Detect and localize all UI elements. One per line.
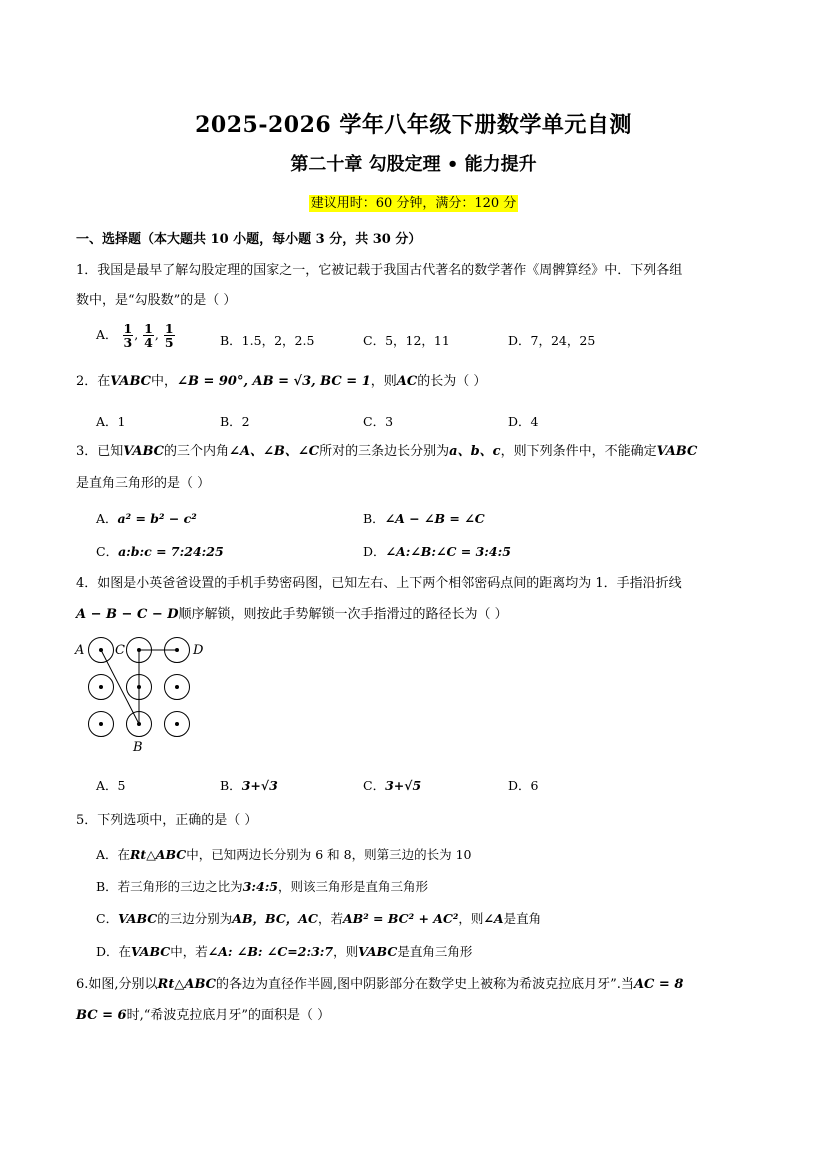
- lock-dot: [99, 722, 103, 726]
- gesture-lock-figure: [70, 630, 220, 758]
- lock-dot: [137, 722, 141, 726]
- q2-option-b: B．2: [220, 414, 250, 429]
- text: 中，若: [170, 944, 208, 959]
- text: B．若三角形的三边之比为: [96, 879, 243, 894]
- time-note-text: 建议用时：60 分钟，满分：120 分: [310, 196, 517, 211]
- label: B．: [220, 778, 242, 793]
- lock-dot: [99, 648, 103, 652]
- text: 中，: [151, 374, 178, 389]
- math: ∠A: [483, 911, 504, 926]
- text: ，则: [458, 911, 484, 926]
- point-d-label: D: [193, 643, 204, 658]
- q1-option-a-label: A．: [96, 327, 118, 342]
- math: VABC: [656, 444, 698, 459]
- q3-line1: [76, 442, 697, 462]
- q2-option-c: C．3: [363, 414, 394, 429]
- q5-option-c: [96, 909, 541, 927]
- fraction: [143, 322, 154, 349]
- q5-option-b: [96, 877, 428, 895]
- text: ，则: [370, 374, 397, 389]
- math: AB² = BC² + AC²: [342, 911, 459, 926]
- lock-dot: [175, 648, 179, 652]
- denominator: 3: [123, 335, 133, 350]
- text: 中，已知两边长分别为 6 和 8，则第三边的长为 10: [186, 847, 472, 862]
- text: 的长为（ ）: [417, 374, 487, 389]
- math: VABC: [123, 444, 165, 459]
- math: a:b:c = 7:24:25: [118, 544, 224, 559]
- q3-option-d: [363, 542, 511, 560]
- fraction: [164, 322, 175, 349]
- text: 3．已知: [76, 444, 124, 459]
- text: ，则: [333, 944, 359, 959]
- q6-line2: [76, 1006, 330, 1026]
- math: Rt△ABC: [157, 977, 217, 992]
- math: ∠A: ∠B: ∠C=2:3:7: [207, 944, 334, 959]
- q2-stem: [76, 372, 486, 392]
- q4-line1: 4．如图是小英爸爸设置的手机手势密码图，已知左右、上下两个相邻密码点间的距离均为 1．手指沿折线: [76, 576, 682, 591]
- label: D．: [363, 544, 386, 559]
- label: C．: [363, 778, 386, 793]
- text: 2．在: [76, 374, 111, 389]
- math: ∠A − ∠B = ∠C: [384, 511, 485, 526]
- lock-dot: [99, 685, 103, 689]
- label: A．: [96, 511, 118, 526]
- q1-option-d: D．7，24，25: [508, 333, 596, 348]
- math: a² = b² − c²: [117, 511, 197, 526]
- math: AB，BC，AC: [232, 911, 318, 926]
- lock-dot: [175, 722, 179, 726]
- math: BC = 6: [76, 1008, 127, 1023]
- lock-dot: [175, 685, 179, 689]
- q5-option-a: [96, 845, 471, 863]
- point-a-label: A: [75, 643, 85, 658]
- text: ，若: [317, 911, 343, 926]
- math: VABC: [110, 374, 152, 389]
- q3-line2: 是直角三角形的是（ ）: [76, 476, 211, 491]
- lock-dot: [137, 685, 141, 689]
- q1-option-b: B．1.5，2，2.5: [220, 333, 315, 348]
- text: 是直角: [503, 911, 542, 926]
- q1-line1: 1．我国是最早了解勾股定理的国家之一，它被记载于我国古代著名的数学著作《周髀算经》中．下列各组: [76, 263, 683, 278]
- text: 是直角三角形: [397, 944, 473, 959]
- text: ，则该三角形是直角三角形: [278, 879, 429, 894]
- math: VABC: [358, 944, 398, 959]
- q3-option-c: [96, 542, 224, 560]
- q3-option-a: [96, 509, 197, 527]
- math: ∠A:∠B:∠C = 3:4:5: [385, 544, 511, 559]
- time-note: [0, 192, 827, 211]
- q1-line2: 数中，是“勾股数”的是（ ）: [76, 293, 237, 308]
- text: A．在: [96, 847, 131, 862]
- math: Rt△ABC: [130, 847, 187, 862]
- q4-option-d: D．6: [508, 778, 539, 793]
- math: A − B − C − D: [76, 607, 179, 622]
- math: ∠B = 90°, AB = √3, BC = 1: [177, 374, 371, 389]
- section-heading: 一、选择题（本大题共 10 小题，每小题 3 分，共 30 分）: [76, 232, 422, 247]
- q2-option-d: D．4: [508, 414, 539, 429]
- q4-line2: [76, 605, 508, 625]
- label: B．: [363, 511, 385, 526]
- text: ，则下列条件中，不能确定: [500, 444, 657, 459]
- denominator: 4: [144, 335, 153, 350]
- q2-option-a: A．1: [96, 414, 126, 429]
- page-title: 2025-2026 学年八年级下册数学单元自测: [195, 112, 632, 138]
- q1-option-a: A． $\frac{1}{3}$ , $\frac{1}{4}$ , $\frac{1}{5}$: [96, 321, 174, 350]
- q5-stem: 5．下列选项中，正确的是（ ）: [76, 813, 258, 828]
- q6-line1: [76, 975, 683, 995]
- q4-option-c: [363, 776, 421, 794]
- math: a、b、c: [449, 444, 501, 459]
- q4-option-a: A．5: [96, 778, 126, 793]
- q5-option-d: [96, 942, 472, 960]
- point-c-label: C: [115, 643, 125, 658]
- text: 6.如图,分别以: [76, 977, 158, 992]
- denominator: 5: [164, 335, 174, 350]
- math: 3+√5: [385, 778, 422, 793]
- text: 的三边分别为: [157, 911, 233, 926]
- math: VABC: [131, 944, 171, 959]
- numerator: 1: [144, 321, 153, 336]
- text: 的各边为直径作半圆,图中阴影部分在数学史上被称为希波克拉底月牙”.当: [216, 977, 634, 992]
- math: AC = 8: [633, 977, 684, 992]
- point-b-label: B: [133, 740, 143, 755]
- math: 3:4:5: [242, 879, 279, 894]
- q1-option-c: C．5，12，11: [363, 333, 450, 348]
- text: 顺序解锁，则按此手势解锁一次手指滑过的路径长为（ ）: [178, 607, 508, 622]
- math: AC: [396, 374, 418, 389]
- lock-dot: [137, 648, 141, 652]
- text: D．在: [96, 944, 132, 959]
- text: 所对的三条边长分别为: [319, 444, 450, 459]
- math: 3+√3: [241, 778, 278, 793]
- numerator: 1: [123, 321, 133, 336]
- math: VABC: [118, 911, 158, 926]
- chapter-subtitle: 第二十章 勾股定理 • 能力提升: [290, 154, 537, 175]
- q4-option-b: [220, 776, 278, 794]
- label: C．: [96, 544, 119, 559]
- fraction: [123, 322, 134, 349]
- math: ∠A、∠B、∠C: [229, 444, 320, 459]
- text: 的三个内角: [164, 444, 230, 459]
- text: 时,“希波克拉底月牙”的面积是（ ）: [126, 1008, 331, 1023]
- numerator: 1: [164, 321, 174, 336]
- q3-option-b: [363, 509, 485, 527]
- text: C．: [96, 911, 119, 926]
